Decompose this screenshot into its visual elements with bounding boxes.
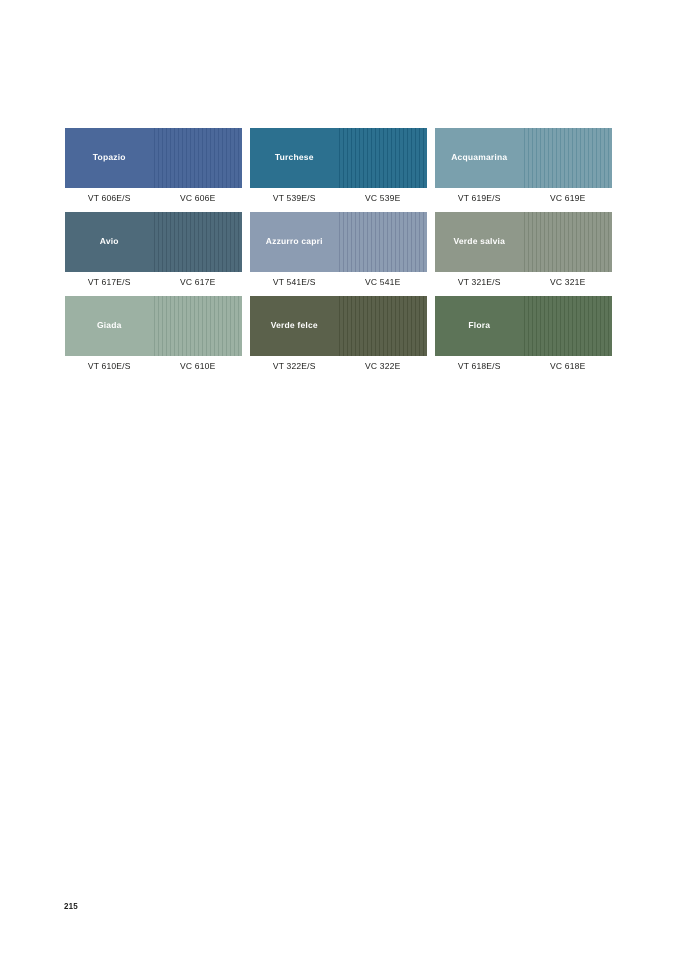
swatch (250, 296, 427, 356)
code-vt: VT 610E/S (87, 361, 131, 371)
color-swatch-cell (65, 296, 242, 371)
color-name: Azzurro capri (265, 236, 323, 247)
swatch-solid-half (435, 212, 524, 272)
color-name: Acquamarina (451, 152, 508, 163)
swatch-striped-half (524, 212, 613, 272)
code-vt: VT 619E/S (457, 193, 501, 203)
code-vt: VT 618E/S (457, 361, 501, 371)
code-vc: VC 619E (550, 193, 586, 203)
swatch-solid-half (250, 128, 339, 188)
color-name: Verde salvia (453, 236, 506, 247)
swatch-striped-half (524, 128, 613, 188)
swatch-striped-half (154, 212, 243, 272)
swatch (435, 296, 612, 356)
color-name: Turchese (274, 152, 314, 163)
swatch (65, 212, 242, 272)
swatch-striped-half (154, 296, 243, 356)
code-vt: VT 539E/S (272, 193, 316, 203)
swatch (250, 212, 427, 272)
color-swatch-cell (435, 212, 612, 287)
swatch-solid-half (250, 212, 339, 272)
swatch-striped-half (154, 128, 243, 188)
code-vc: VC 618E (550, 361, 586, 371)
swatch-solid-half (65, 128, 154, 188)
color-swatch-cell (435, 296, 612, 371)
swatch (435, 128, 612, 188)
swatch-striped-half (339, 296, 428, 356)
code-labels (250, 277, 427, 287)
code-vt: VT 541E/S (272, 277, 316, 287)
color-swatch-cell (65, 212, 242, 287)
code-vt: VT 322E/S (272, 361, 316, 371)
swatch-striped-half (339, 212, 428, 272)
swatch-solid-half (435, 128, 524, 188)
swatch-striped-half (524, 296, 613, 356)
swatch-solid-half (65, 212, 154, 272)
swatch (65, 296, 242, 356)
code-labels (250, 193, 427, 203)
code-labels (65, 361, 242, 371)
color-swatch-cell (250, 212, 427, 287)
color-name: Flora (468, 320, 491, 331)
code-labels (435, 193, 612, 203)
code-vt: VT 321E/S (457, 277, 501, 287)
code-vc: VC 606E (180, 193, 216, 203)
code-vc: VC 322E (365, 361, 401, 371)
color-swatch-cell (435, 128, 612, 203)
color-swatch-cell (250, 296, 427, 371)
code-vt: VT 617E/S (87, 277, 131, 287)
code-vc: VC 539E (365, 193, 401, 203)
swatch-solid-half (65, 296, 154, 356)
color-name: Giada (96, 320, 122, 331)
color-name: Avio (99, 236, 119, 247)
color-swatch-grid (65, 128, 612, 371)
code-vc: VC 321E (550, 277, 586, 287)
color-name: Topazio (92, 152, 126, 163)
code-vt: VT 606E/S (87, 193, 131, 203)
code-labels (250, 361, 427, 371)
swatch-solid-half (250, 296, 339, 356)
color-name: Verde felce (270, 320, 318, 331)
code-labels (435, 361, 612, 371)
swatch-striped-half (339, 128, 428, 188)
page-number: 215 (64, 902, 78, 911)
code-vc: VC 610E (180, 361, 216, 371)
color-swatch-cell (250, 128, 427, 203)
code-labels (65, 277, 242, 287)
swatch (250, 128, 427, 188)
swatch (435, 212, 612, 272)
swatch (65, 128, 242, 188)
color-swatch-cell (65, 128, 242, 203)
code-vc: VC 617E (180, 277, 216, 287)
code-labels (435, 277, 612, 287)
code-labels (65, 193, 242, 203)
code-vc: VC 541E (365, 277, 401, 287)
swatch-solid-half (435, 296, 524, 356)
